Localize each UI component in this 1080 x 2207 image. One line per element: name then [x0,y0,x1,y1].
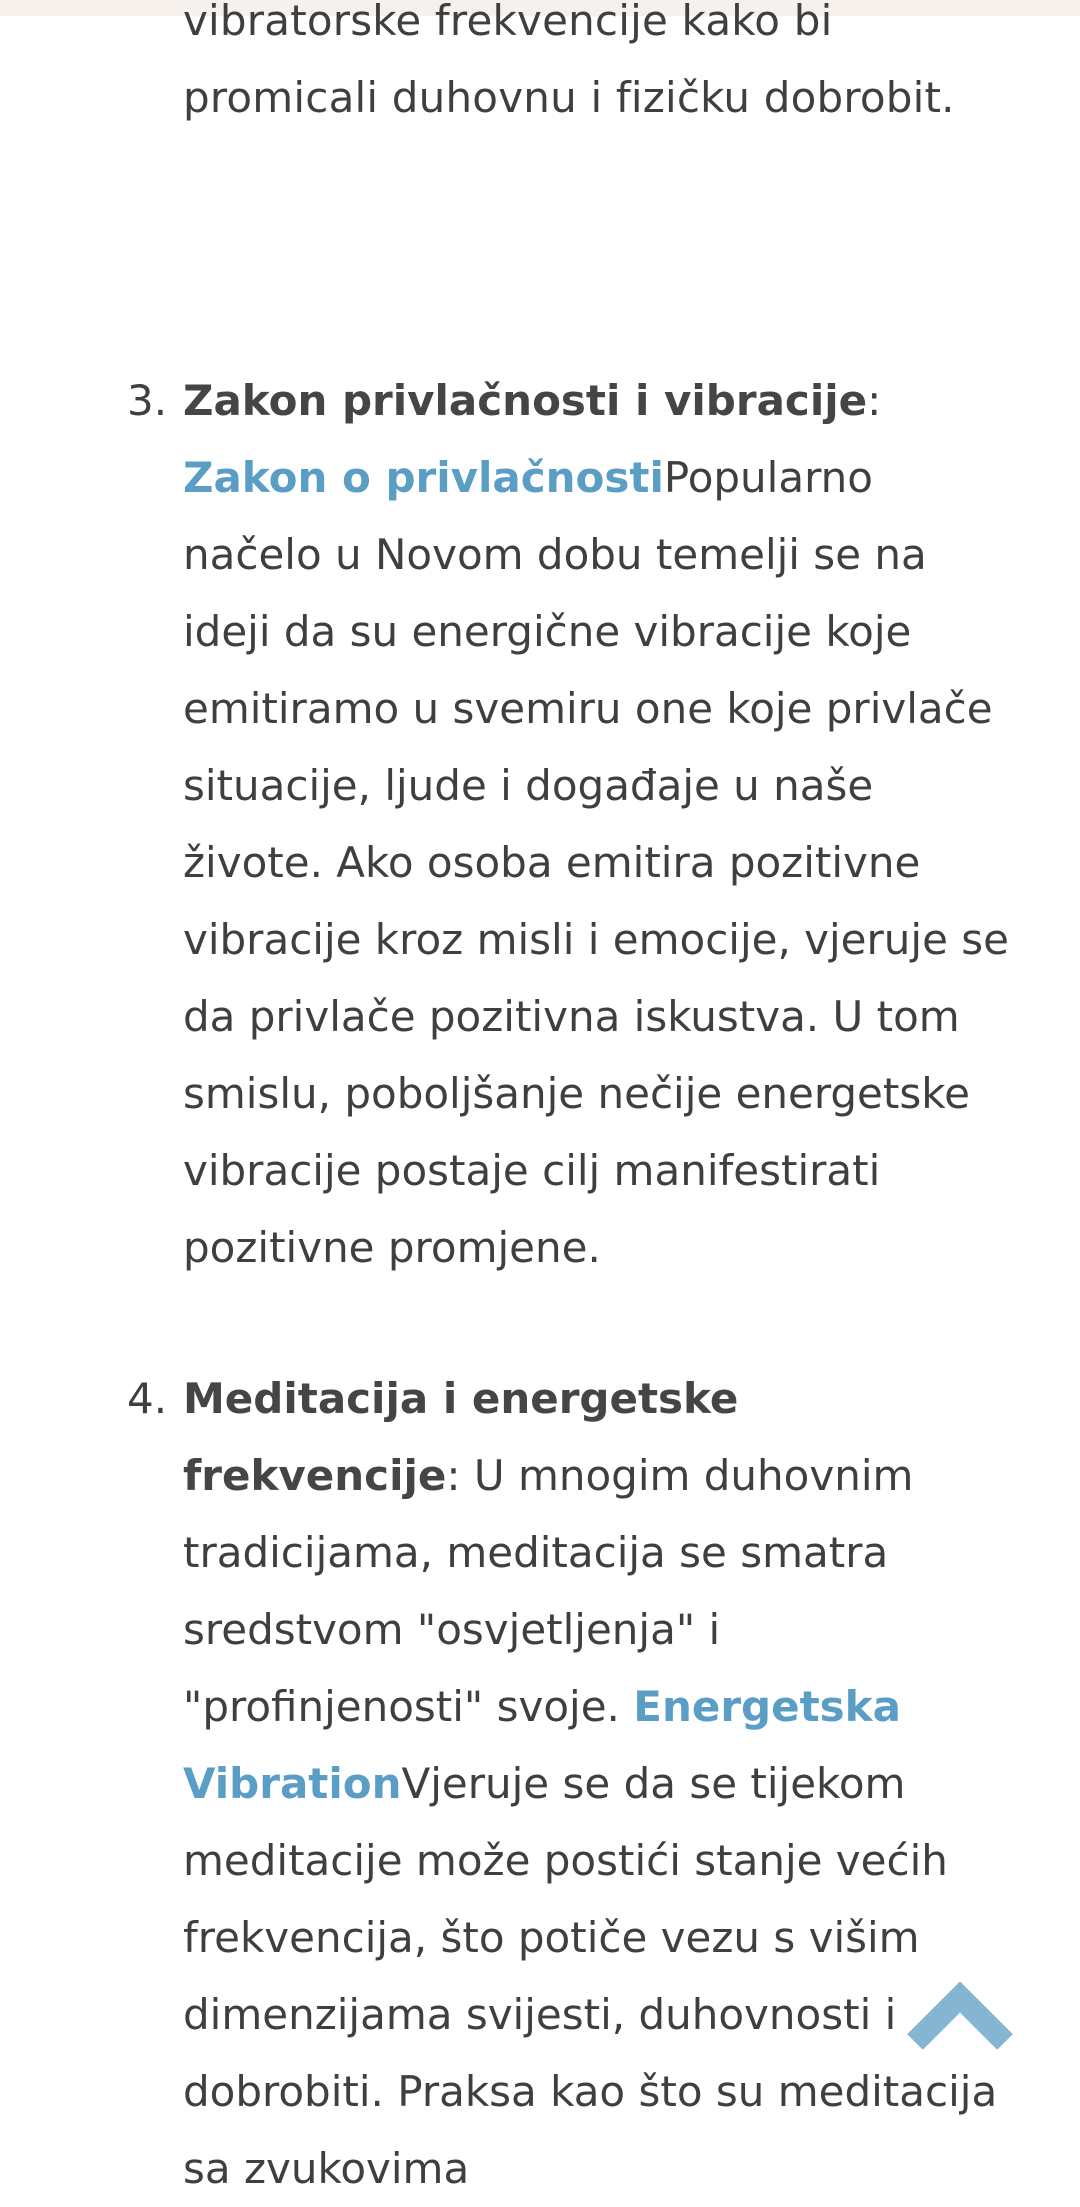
scroll-to-top-button[interactable] [905,1972,1015,2052]
law-of-attraction-link[interactable]: Zakon o privlačnosti [183,453,664,502]
item-body: Popularno načelo u Novom dobu temelji se na ideji da su energične vibracije koje emitiramo u svemiru one koje privlače situacije, ljude i događaje u naše živote. Ako osoba emitira pozitivne vibracije kroz misli i emocije, vjeruje se da privlače pozitivna iskustva. U tom smislu, poboljšanje nečije energetske vibracije postaje cilj manifestirati pozitivne promjene. [183,453,1009,1272]
list-item-3 [127,362,1023,1286]
item-body-after: Vjeruje se da se tijekom meditacije može postići stanje većih frekvencija, što potiče vezu s višim dimenzijama svijesti, duhovnosti i dobrobiti. Praksa kao što su meditacija sa zvukovima [183,1759,998,2193]
energetic-vibration-link[interactable]: Energetska Vibration [183,1682,901,1808]
intro-line-1: vibratorske frekvencije kako bi [183,0,833,45]
intro-line-2: promicali duhovnu i fizičku dobrobit. [183,73,955,122]
chevron-up-icon [905,1972,1015,2052]
item-title: Meditacija i energetske frekvencije [183,1374,739,1500]
list-item-4 [127,1360,1023,2207]
list-number: 4. [127,1374,168,1423]
list-number: 3. [127,376,168,425]
item-colon: : [867,376,882,425]
intro-paragraph [183,0,1023,136]
item-colon: : [446,1451,461,1500]
item-title: Zakon privlačnosti i vibracije [183,376,868,425]
item-body-before: U mnogim duhovnim tradicijama, meditacija se smatra sredstvom "osvjetljenja" i "profinjenosti" svoje. [183,1451,914,1731]
